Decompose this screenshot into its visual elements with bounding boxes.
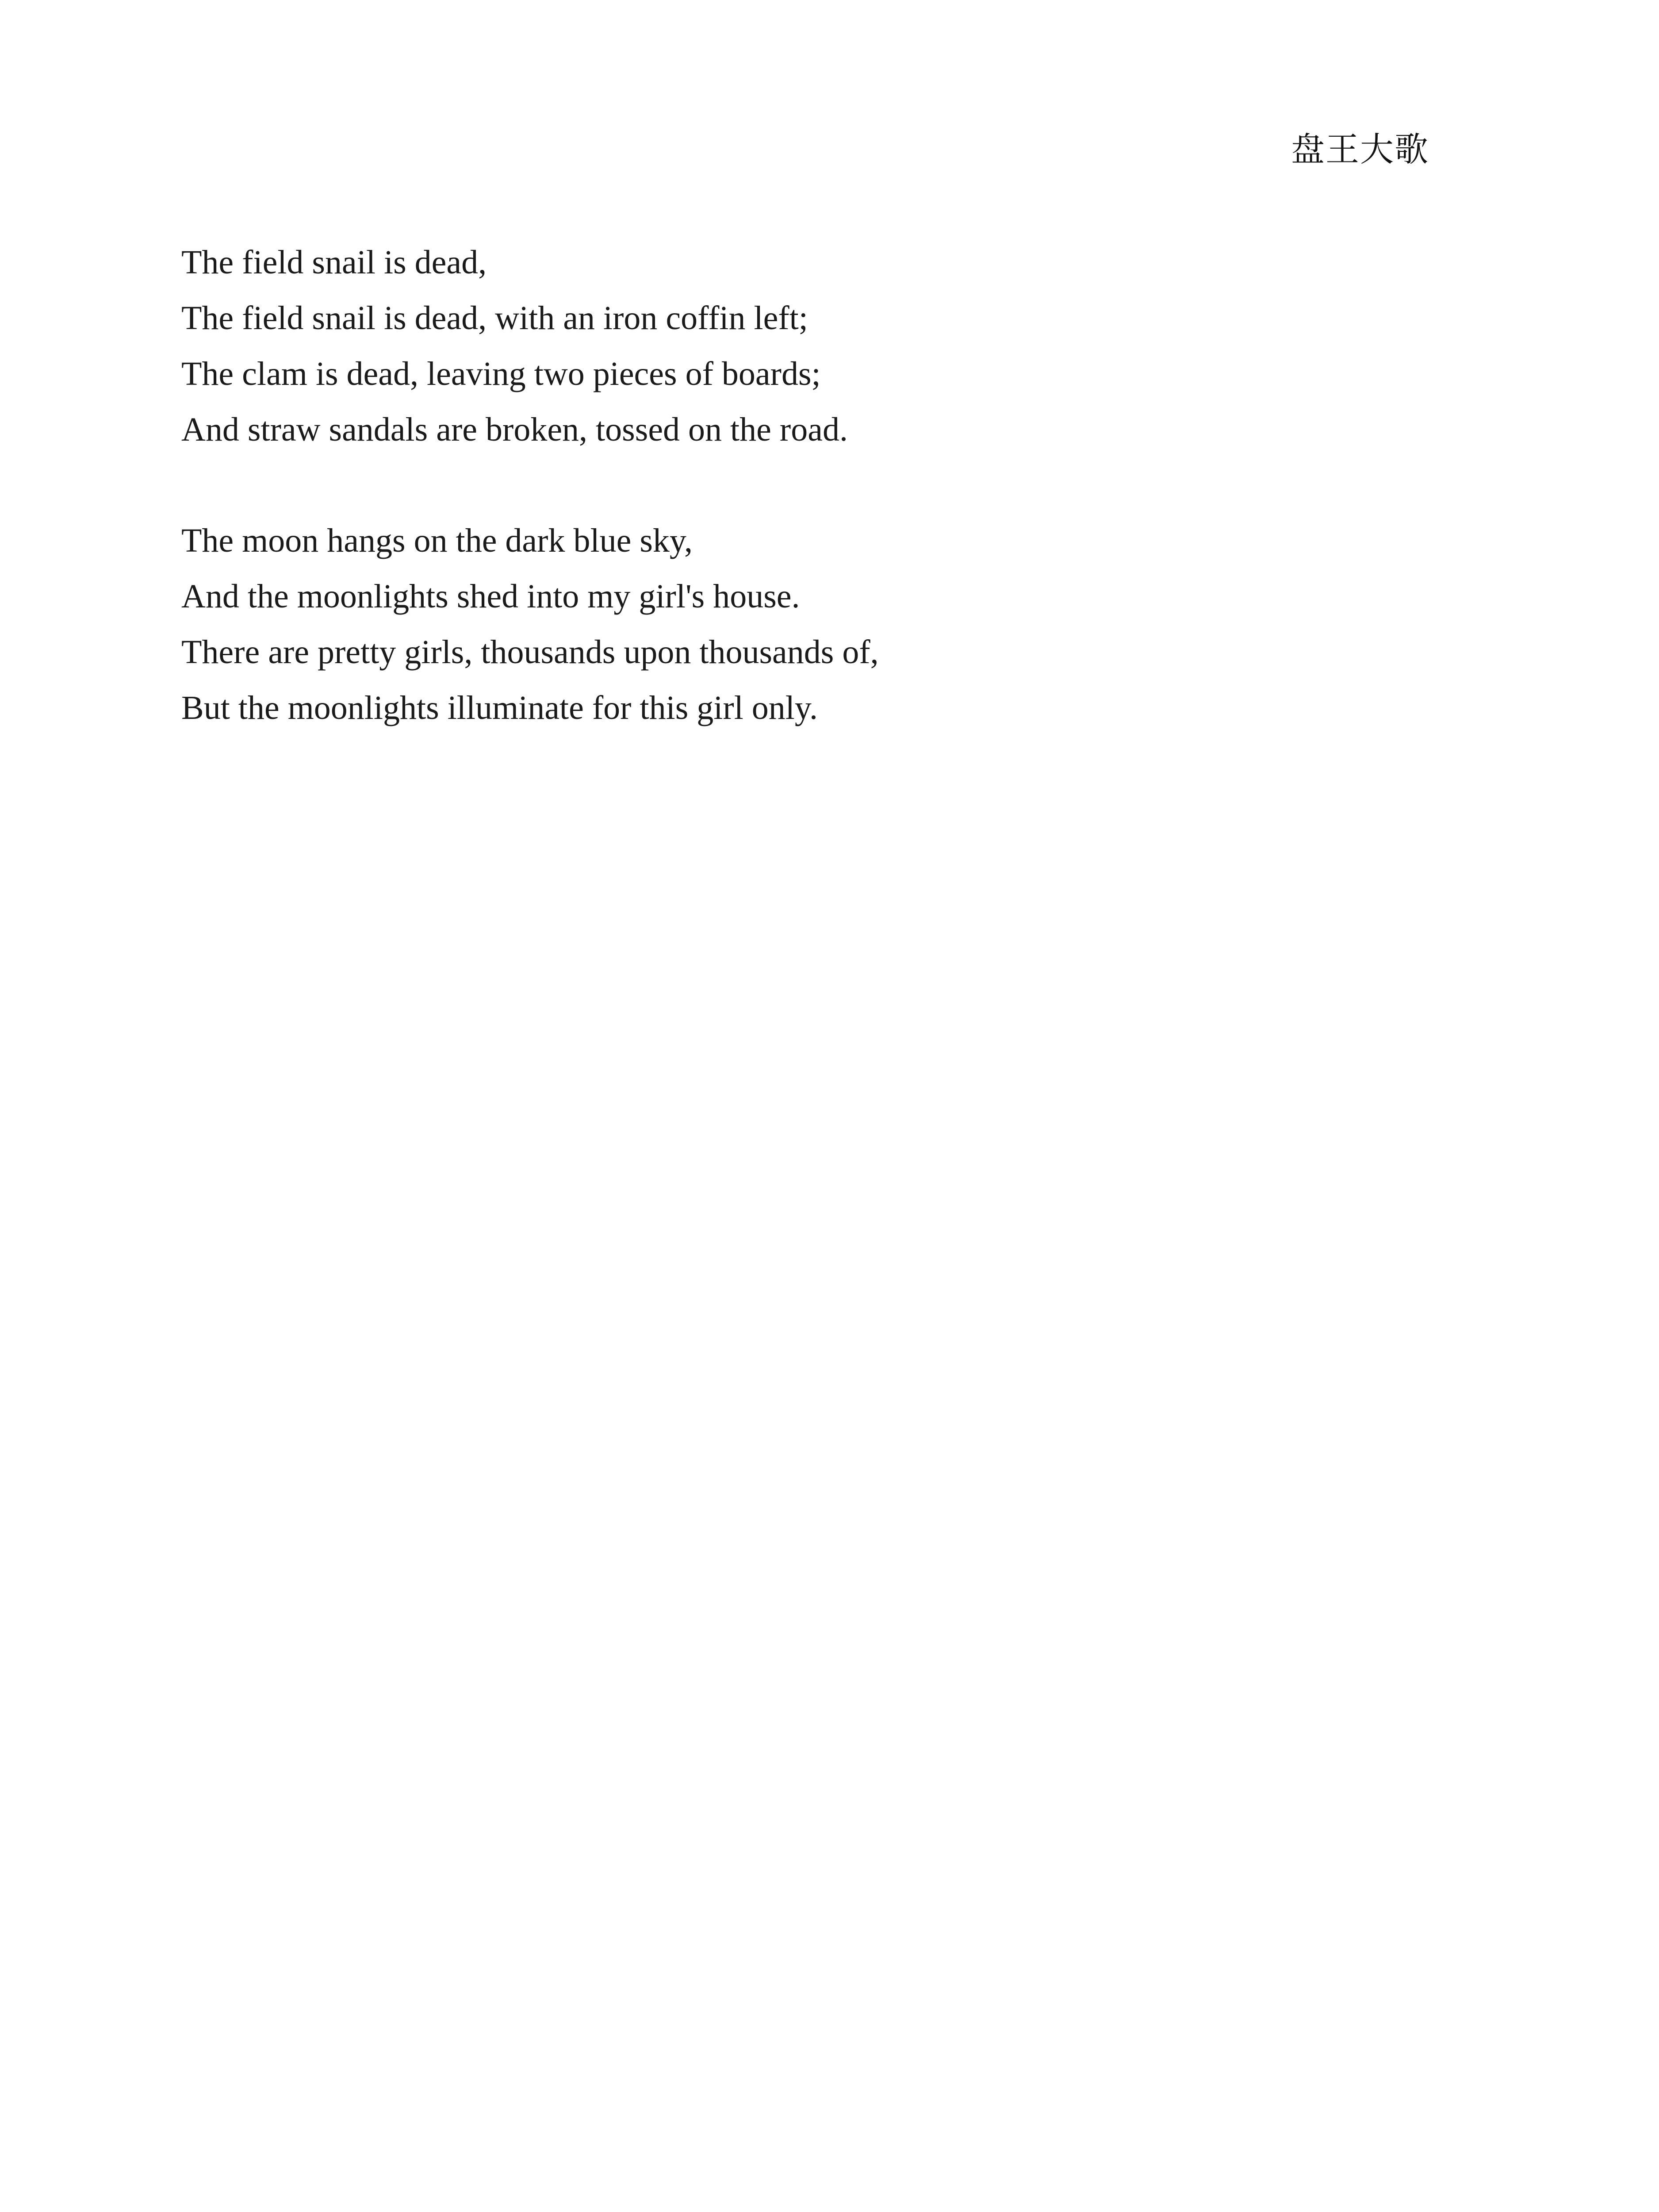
stanza-1 bbox=[181, 234, 1464, 457]
poem-line: The field snail is dead, bbox=[181, 244, 487, 281]
poem-line: The clam is dead, leaving two pieces of boards; bbox=[181, 355, 821, 392]
poem-line: But the moonlights illuminate for this girl only. bbox=[181, 689, 818, 726]
poem-line: And the moonlights shed into my girl's house. bbox=[181, 578, 800, 615]
poem-line: There are pretty girls, thousands upon thousands of, bbox=[181, 634, 879, 671]
stanza-2 bbox=[181, 513, 1464, 736]
running-header-title: 盘王大歌 bbox=[1291, 130, 1429, 169]
poem-line: The moon hangs on the dark blue sky, bbox=[181, 522, 693, 559]
poem-body bbox=[181, 234, 1464, 736]
poem-line: And straw sandals are broken, tossed on the road. bbox=[181, 411, 848, 448]
poem-line: The field snail is dead, with an iron coffin left; bbox=[181, 300, 808, 337]
